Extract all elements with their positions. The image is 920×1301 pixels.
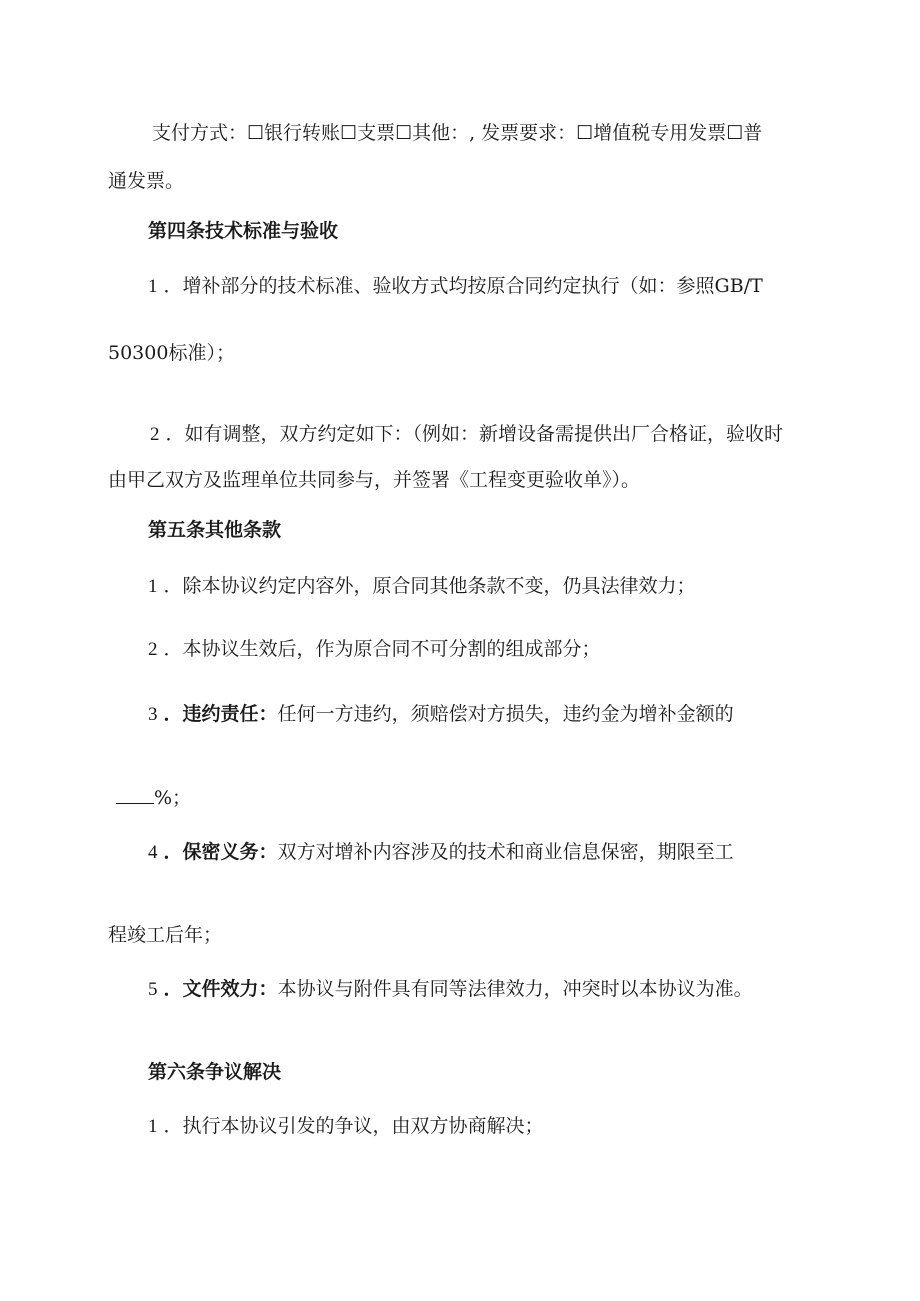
item-tail: 程竣工后年； [108, 924, 223, 946]
payment-text-2: 通发票。 [108, 170, 185, 192]
item-number: 2 [150, 424, 160, 445]
item-text: 任何一方违约，须赔偿对方损失，违约金为增补金额的 [277, 703, 734, 725]
item-text: ．除本协议约定内容外，原合同其他条款不变，仍具法律效力； [163, 575, 696, 597]
article-4-item-1 [148, 273, 763, 300]
article-4-item-1-cont [108, 340, 235, 366]
item-text: 50300标准）； [108, 342, 235, 364]
article-5-item-5 [148, 976, 753, 1003]
article-5-item-2 [148, 636, 601, 663]
payment-line-1 [152, 120, 762, 146]
item-label: ．保密义务： [163, 841, 278, 863]
item-label: ．文件效力： [163, 978, 278, 1000]
item-text: ．执行本协议引发的争议，由双方协商解决； [163, 1115, 544, 1137]
article-6-item-1 [148, 1113, 544, 1140]
article-4-item-2 [150, 421, 783, 448]
payment-text-1: 支付方式：☐银行转账☐支票☐其他：, 发票要求：☐增值税专用发票☐普 [152, 122, 763, 144]
article-5-item-4 [148, 839, 734, 866]
item-number: 1 [148, 1116, 158, 1137]
item-text: ．增补部分的技术标准、验收方式均按原合同约定执行（如：参照GB/T [163, 275, 763, 297]
item-tail: %； [154, 787, 192, 809]
fill-in-blank [116, 786, 154, 804]
item-text: ．本协议生效后，作为原合同不可分割的组成部分； [163, 638, 601, 660]
article-5-item-1 [148, 573, 696, 600]
item-text: 本协议与附件具有同等法律效力，冲突时以本协议为准。 [277, 978, 753, 1000]
item-number: 1 [148, 276, 158, 297]
item-number: 2 [148, 639, 158, 660]
item-text: ．如有调整，双方约定如下：（例如：新增设备需提供出厂合格证，验收时 [165, 423, 784, 445]
article-5-item-3-cont [116, 785, 191, 811]
item-text: 由甲乙双方及监理单位共同参与，并签署《工程变更验收单》）。 [108, 469, 641, 491]
article-5-item-4-cont [108, 922, 222, 948]
article-4-item-2-cont [108, 467, 640, 493]
item-number: 3 [148, 704, 158, 725]
payment-line-2 [108, 168, 184, 194]
item-text: 双方对增补内容涉及的技术和商业信息保密，期限至工 [277, 841, 734, 863]
item-number: 4 [148, 842, 158, 863]
article-4-title: 第四条技术标准与验收 [148, 220, 339, 242]
item-number: 1 [148, 576, 158, 597]
item-number: 5 [148, 979, 158, 1000]
article-5-item-3 [148, 701, 734, 728]
article-6-title: 第六条争议解决 [148, 1061, 282, 1083]
article-5-title: 第五条其他条款 [148, 519, 282, 541]
item-label: ．违约责任： [163, 703, 278, 725]
